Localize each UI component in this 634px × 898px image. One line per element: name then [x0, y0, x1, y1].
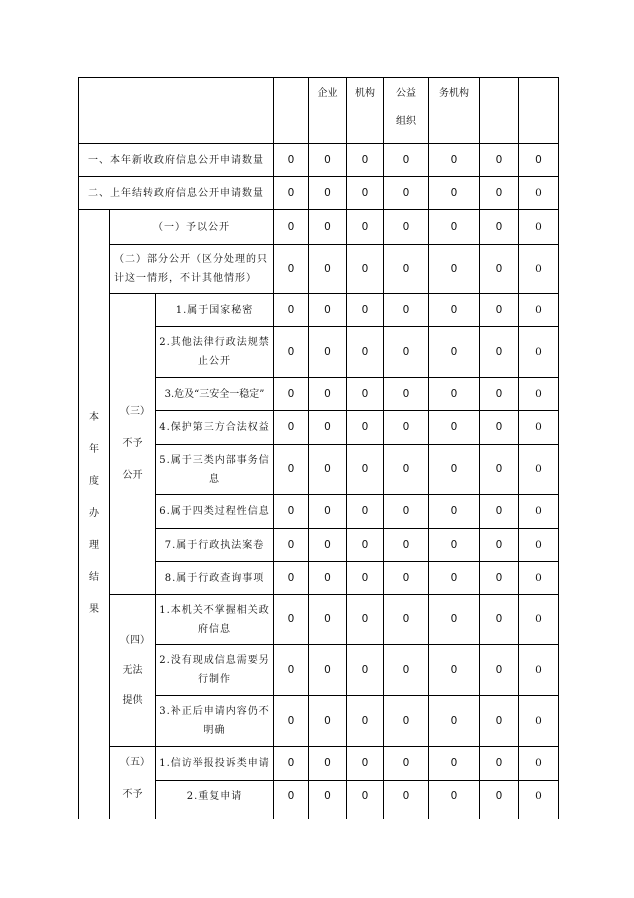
value-cell: 0	[347, 562, 384, 595]
value-cell: 0	[347, 747, 384, 781]
value-cell: 0	[347, 595, 384, 645]
value-cell: 0	[519, 696, 559, 747]
value-cell: 0	[347, 445, 384, 495]
value-cell: 0	[519, 445, 559, 495]
subgroup-label-not-processed: （五）不予	[110, 747, 156, 819]
value-cell: 0	[274, 562, 309, 595]
value-cell: 0	[274, 781, 309, 819]
header-cell	[274, 78, 309, 144]
value-cell: 0	[519, 495, 559, 529]
value-cell: 0	[480, 210, 519, 245]
value-cell: 0	[384, 562, 429, 595]
value-cell: 0	[274, 294, 309, 327]
row-label-disclosed: （一）予以公开	[110, 210, 274, 245]
value-cell: 0	[347, 210, 384, 245]
row-label-third-party-rights: 4.保护第三方合法权益	[156, 411, 274, 445]
row-label-other-laws-prohibit: 2.其他法律行政法规禁止公开	[156, 327, 274, 378]
header-cell	[519, 78, 559, 144]
value-cell: 0	[347, 781, 384, 819]
value-cell: 0	[309, 144, 347, 177]
value-cell: 0	[480, 495, 519, 529]
value-cell: 0	[519, 378, 559, 411]
row-label-not-held: 1.本机关不掌握相关政府信息	[156, 595, 274, 645]
value-cell: 0	[274, 529, 309, 562]
value-cell: 0	[519, 210, 559, 245]
value-cell: 0	[519, 327, 559, 378]
value-cell: 0	[384, 210, 429, 245]
row-label-law-enforcement-files: 7.属于行政执法案卷	[156, 529, 274, 562]
row-label-state-secret: 1.属于国家秘密	[156, 294, 274, 327]
value-cell: 0	[274, 645, 309, 696]
value-cell: 0	[347, 645, 384, 696]
value-cell: 0	[309, 529, 347, 562]
value-cell: 0	[274, 495, 309, 529]
table-row	[79, 595, 559, 645]
value-cell: 0	[480, 445, 519, 495]
header-blank-cell	[79, 78, 274, 144]
value-cell: 0	[519, 411, 559, 445]
row-label-repeat-request: 2.重复申请	[156, 781, 274, 819]
value-cell: 0	[519, 294, 559, 327]
value-cell: 0	[347, 144, 384, 177]
subgroup-label-not-disclosed: （三）不予公开	[110, 294, 156, 595]
header-text-public-welfare: 公益	[396, 88, 417, 99]
value-cell: 0	[480, 645, 519, 696]
value-cell: 0	[309, 411, 347, 445]
value-cell: 0	[519, 595, 559, 645]
value-cell: 0	[309, 210, 347, 245]
row-label-carried-over: 二、上年结转政府信息公开申请数量	[79, 177, 274, 210]
value-cell: 0	[309, 781, 347, 819]
value-cell: 0	[429, 562, 480, 595]
value-cell: 0	[384, 595, 429, 645]
header-cell-public-welfare	[384, 78, 429, 144]
row-label-partially-disclosed: （二）部分公开（区分处理的只计这一情形，不计其他情形）	[110, 245, 274, 294]
value-cell: 0	[384, 495, 429, 529]
row-label-petition-complaint: 1.信访举报投诉类申请	[156, 747, 274, 781]
value-cell: 0	[429, 327, 480, 378]
value-cell: 0	[480, 696, 519, 747]
subgroup-label-unable-to-provide: （四）无法提供	[110, 595, 156, 747]
value-cell: 0	[309, 595, 347, 645]
value-cell: 0	[429, 645, 480, 696]
value-cell: 0	[274, 210, 309, 245]
header-cell-enterprise: 企业	[309, 78, 347, 144]
value-cell: 0	[519, 144, 559, 177]
value-cell: 0	[480, 144, 519, 177]
value-cell: 0	[274, 411, 309, 445]
value-cell: 0	[429, 144, 480, 177]
value-cell: 0	[480, 562, 519, 595]
value-cell: 0	[309, 645, 347, 696]
value-cell: 0	[480, 747, 519, 781]
value-cell: 0	[347, 495, 384, 529]
value-cell: 0	[429, 445, 480, 495]
value-cell: 0	[519, 781, 559, 819]
value-cell: 0	[347, 294, 384, 327]
value-cell: 0	[480, 245, 519, 294]
table-row	[79, 747, 559, 781]
value-cell: 0	[274, 177, 309, 210]
value-cell: 0	[347, 177, 384, 210]
value-cell: 0	[519, 747, 559, 781]
value-cell: 0	[384, 411, 429, 445]
value-cell: 0	[309, 445, 347, 495]
value-cell: 0	[274, 747, 309, 781]
row-label-process-info: 6.属于四类过程性信息	[156, 495, 274, 529]
value-cell: 0	[274, 378, 309, 411]
value-cell: 0	[429, 294, 480, 327]
value-cell: 0	[309, 562, 347, 595]
value-cell: 0	[429, 696, 480, 747]
value-cell: 0	[384, 177, 429, 210]
value-cell: 0	[384, 747, 429, 781]
table-row	[79, 294, 559, 327]
value-cell: 0	[274, 696, 309, 747]
value-cell: 0	[347, 696, 384, 747]
header-row	[79, 78, 559, 144]
value-cell: 0	[384, 696, 429, 747]
value-cell: 0	[384, 144, 429, 177]
value-cell: 0	[519, 562, 559, 595]
value-cell: 0	[480, 177, 519, 210]
value-cell: 0	[309, 747, 347, 781]
value-cell: 0	[429, 210, 480, 245]
government-info-disclosure-table	[78, 77, 559, 819]
row-label-new-requests: 一、本年新收政府信息公开申请数量	[79, 144, 274, 177]
group-label-annual-results: 本年度办理结果	[79, 210, 110, 819]
row-label-admin-query: 8.属于行政查询事项	[156, 562, 274, 595]
value-cell: 0	[384, 445, 429, 495]
value-cell: 0	[429, 177, 480, 210]
header-cell-service-agency: 务机构	[429, 78, 480, 144]
value-cell: 0	[309, 696, 347, 747]
value-cell: 0	[309, 177, 347, 210]
value-cell: 0	[480, 294, 519, 327]
value-cell: 0	[309, 495, 347, 529]
value-cell: 0	[480, 327, 519, 378]
value-cell: 0	[347, 327, 384, 378]
row-label-internal-affairs: 5.属于三类内部事务信息	[156, 445, 274, 495]
value-cell: 0	[274, 595, 309, 645]
value-cell: 0	[519, 245, 559, 294]
value-cell: 0	[384, 645, 429, 696]
value-cell: 0	[429, 781, 480, 819]
header-cell-institution: 机构	[347, 78, 384, 144]
header-text-organization: 组织	[396, 116, 417, 127]
value-cell: 0	[480, 781, 519, 819]
row-label-three-securities: 3.危及“三安全一稳定”	[156, 378, 274, 411]
value-cell: 0	[480, 378, 519, 411]
value-cell: 0	[347, 529, 384, 562]
value-cell: 0	[274, 144, 309, 177]
row-label-needs-creation: 2.没有现成信息需要另行制作	[156, 645, 274, 696]
value-cell: 0	[309, 294, 347, 327]
value-cell: 0	[274, 445, 309, 495]
table-row	[79, 144, 559, 177]
value-cell: 0	[429, 378, 480, 411]
value-cell: 0	[429, 747, 480, 781]
value-cell: 0	[274, 245, 309, 294]
value-cell: 0	[429, 411, 480, 445]
value-cell: 0	[384, 781, 429, 819]
value-cell: 0	[309, 245, 347, 294]
table-row	[79, 177, 559, 210]
value-cell: 0	[384, 294, 429, 327]
value-cell: 0	[384, 378, 429, 411]
value-cell: 0	[429, 595, 480, 645]
value-cell: 0	[519, 529, 559, 562]
value-cell: 0	[519, 645, 559, 696]
value-cell: 0	[519, 177, 559, 210]
value-cell: 0	[429, 529, 480, 562]
value-cell: 0	[384, 245, 429, 294]
value-cell: 0	[429, 245, 480, 294]
value-cell: 0	[309, 327, 347, 378]
table-row	[79, 210, 559, 245]
header-cell	[480, 78, 519, 144]
value-cell: 0	[384, 529, 429, 562]
row-label-still-unclear: 3.补正后申请内容仍不明确	[156, 696, 274, 747]
value-cell: 0	[480, 411, 519, 445]
value-cell: 0	[384, 327, 429, 378]
value-cell: 0	[309, 378, 347, 411]
value-cell: 0	[429, 495, 480, 529]
value-cell: 0	[347, 411, 384, 445]
value-cell: 0	[274, 327, 309, 378]
table-row	[79, 245, 559, 294]
value-cell: 0	[480, 529, 519, 562]
value-cell: 0	[347, 378, 384, 411]
value-cell: 0	[480, 595, 519, 645]
value-cell: 0	[347, 245, 384, 294]
